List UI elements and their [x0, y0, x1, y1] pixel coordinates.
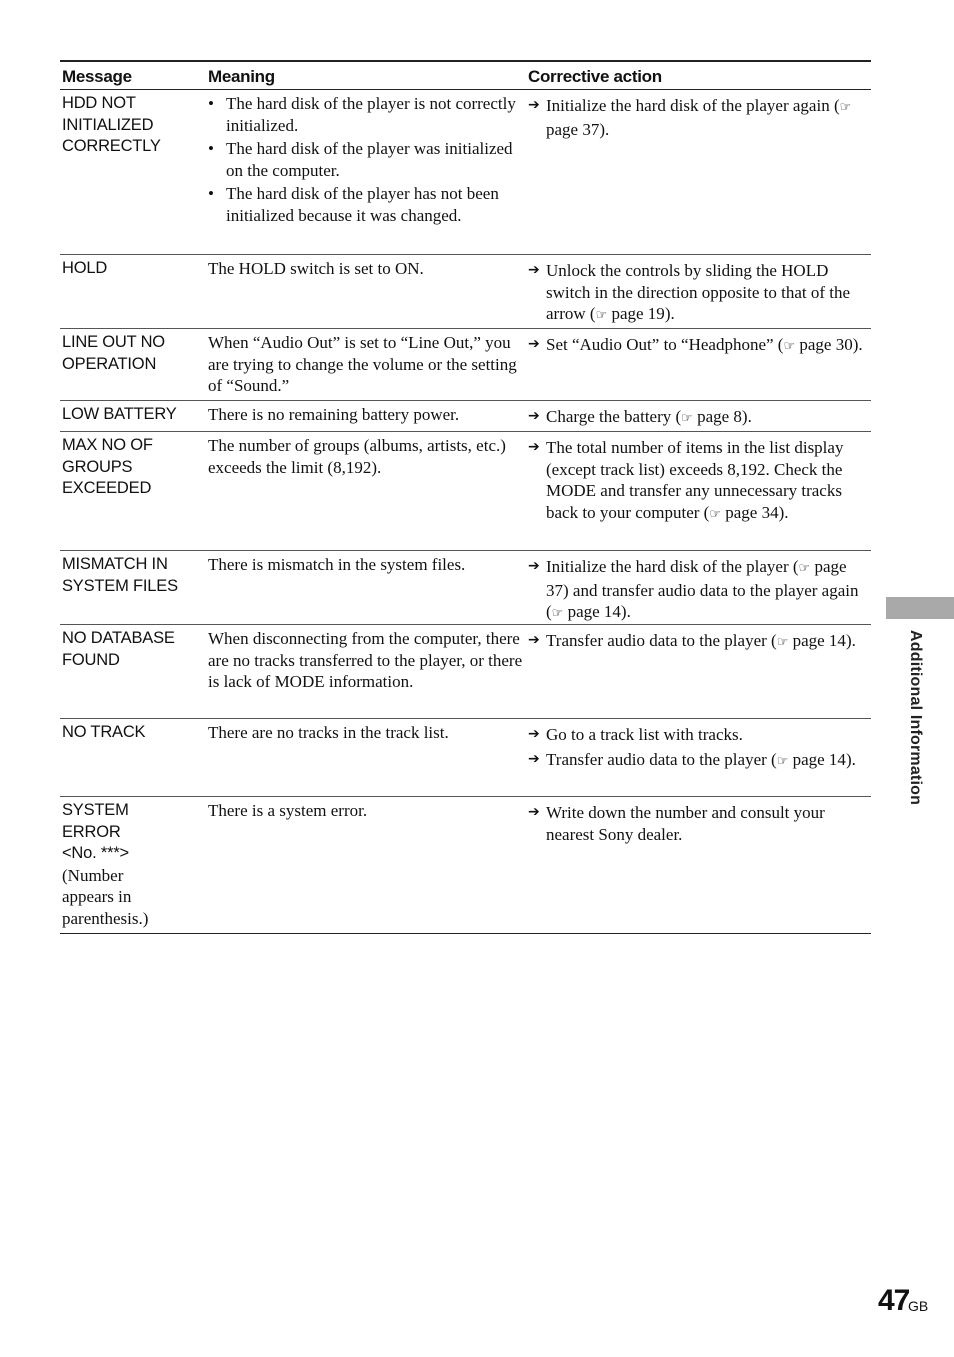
action-cell [528, 551, 871, 624]
meaning-text: There is a system error. [208, 801, 368, 820]
page-reference-icon: ☞ [681, 411, 693, 426]
page-reference: page 37 [546, 119, 600, 139]
arrow-icon: ➔ [528, 336, 540, 352]
table-row [60, 797, 871, 933]
meaning-list [208, 93, 524, 226]
page-reference: page 8 [697, 407, 742, 426]
meaning-text: There are no tracks in the track list. [208, 723, 449, 742]
message-cell [60, 90, 208, 254]
header-meaning: Meaning [208, 67, 275, 86]
action-text: Write down the number and consult your nearest Sony dealer. [546, 803, 825, 844]
action-text: Set “Audio Out” to “Headphone” ( [546, 335, 784, 354]
meaning-text: There is no remaining battery power. [208, 405, 460, 424]
page-reference-icon: ☞ [709, 506, 721, 522]
message-line: ERROR [62, 822, 121, 841]
meaning-cell [208, 255, 528, 328]
meaning-text: When disconnecting from the computer, there are no tracks transferred to the player, or there is lack of MODE information. [208, 629, 523, 691]
corrective-action [528, 724, 865, 746]
table-row [60, 255, 871, 329]
meaning-list-item: • The hard disk of the player was initialized on the computer. [208, 138, 524, 181]
meaning-cell [208, 797, 528, 933]
page-reference-icon: ☞ [783, 339, 796, 354]
arrow-icon: ➔ [528, 726, 540, 742]
action-cell [528, 255, 871, 328]
message-line: GROUPS [62, 457, 133, 476]
message-line: CORRECTLY [62, 137, 161, 155]
corrective-action [528, 95, 865, 140]
arrow-icon: ➔ [528, 804, 540, 820]
message-note-line: (Number [62, 865, 124, 885]
corrective-action [528, 802, 865, 845]
message-line: NO TRACK [62, 723, 146, 741]
action-text: ). [664, 304, 675, 323]
action-cell [528, 90, 871, 254]
message-note-line: appears in [62, 887, 132, 906]
action-text: Transfer audio data to the player ( [546, 631, 777, 650]
header-action: Corrective action [528, 67, 662, 86]
section-tab-label: Additional Information [907, 630, 924, 806]
action-cell [528, 797, 871, 933]
message-line: MAX NO OF [62, 436, 153, 454]
action-text: ). [620, 602, 631, 621]
table-row [60, 329, 871, 401]
action-text: ). [778, 502, 789, 522]
meaning-cell [208, 551, 528, 624]
arrow-icon: ➔ [528, 632, 540, 648]
corrective-action [528, 334, 865, 358]
table-header-row [60, 62, 871, 90]
message-line: SYSTEM [62, 801, 129, 819]
corrective-action [528, 630, 865, 654]
message-line: LINE OUT NO [62, 333, 165, 351]
meaning-cell [208, 329, 528, 400]
corrective-action [528, 406, 865, 430]
arrow-icon: ➔ [528, 408, 540, 424]
meaning-text: The HOLD switch is set to ON. [208, 259, 424, 278]
section-tab-marker [886, 597, 954, 619]
meaning-text: When “Audio Out” is set to “Line Out,” you are trying to change the volume or the setting of “Sound.” [208, 333, 517, 395]
page-reference: page 34 [725, 502, 779, 522]
page-reference: page 19 [611, 304, 665, 323]
action-text: ). [741, 407, 752, 426]
message-line: HDD NOT [62, 94, 136, 112]
message-cell [60, 797, 208, 933]
table-row [60, 625, 871, 719]
meaning-cell [208, 401, 528, 431]
corrective-action [528, 260, 865, 327]
arrow-icon: ➔ [528, 97, 540, 113]
action-text: The total number of items in the list display (except track list) exceeds 8,192. Check the MODE and transfer any unnecessary tracks back to your computer ( [546, 438, 844, 522]
meaning-cell [208, 90, 528, 254]
page-reference: page 30 [799, 335, 853, 354]
message-cell [60, 432, 208, 550]
message-line: HOLD [62, 259, 108, 277]
corrective-action [528, 556, 865, 625]
page-reference-icon: ☞ [798, 561, 811, 576]
message-cell [60, 625, 208, 718]
page-reference-icon: ☞ [551, 606, 564, 621]
meaning-cell [208, 432, 528, 550]
message-line: INITIALIZED [62, 115, 154, 134]
action-text: ). [845, 749, 856, 769]
action-text: ) and transfer audio data to the player again ( [546, 580, 859, 621]
page-reference: page 14 [792, 631, 846, 650]
corrective-action [528, 749, 865, 773]
action-text: Initialize the hard disk of the player again ( [546, 96, 840, 115]
message-line: FOUND [62, 650, 120, 669]
meaning-cell [208, 625, 528, 718]
message-cell [60, 401, 208, 431]
page-reference: page 14 [792, 749, 846, 769]
message-cell [60, 551, 208, 624]
action-text: Transfer audio data to the player ( [546, 749, 777, 769]
arrow-icon: ➔ [528, 750, 540, 767]
arrow-icon: ➔ [528, 558, 540, 574]
arrow-icon: ➔ [528, 439, 540, 455]
message-line: EXCEEDED [62, 479, 152, 497]
meaning-text: The number of groups (albums, artists, etc.) exceeds the limit (8,192). [208, 436, 506, 477]
action-cell [528, 719, 871, 796]
page-reference-icon: ☞ [776, 753, 789, 769]
page-reference: page 14 [567, 602, 621, 621]
action-text: ). [599, 119, 610, 139]
message-line: MISMATCH IN [62, 555, 168, 573]
table-row [60, 432, 871, 551]
table-body [60, 90, 871, 933]
action-text: Initialize the hard disk of the player ( [546, 557, 799, 576]
page-suffix: GB [908, 1298, 929, 1314]
table-row [60, 551, 871, 625]
table-row [60, 90, 871, 255]
message-cell [60, 719, 208, 796]
action-text: ). [852, 335, 863, 354]
action-text: ). [845, 631, 856, 650]
meaning-list-item: • The hard disk of the player is not correctly initialized. [208, 93, 524, 136]
message-line: <No. ***> [62, 844, 129, 862]
corrective-action [528, 437, 865, 525]
action-cell [528, 401, 871, 431]
action-text: Unlock the controls by sliding the HOLD switch in the direction opposite to that of the arrow ( [546, 261, 851, 323]
message-cell [60, 329, 208, 400]
table-row [60, 401, 871, 432]
message-line: SYSTEM FILES [62, 576, 178, 595]
page-reference-icon: ☞ [776, 635, 789, 650]
action-text: Charge the battery ( [546, 407, 682, 426]
meaning-text: There is mismatch in the system files. [208, 555, 466, 574]
header-message: Message [62, 67, 132, 86]
action-text: Go to a track list with tracks. [546, 725, 743, 744]
message-note-line: parenthesis.) [62, 908, 149, 928]
meaning-cell [208, 719, 528, 796]
action-cell [528, 432, 871, 550]
page-number: 47 [878, 1284, 910, 1317]
table-row [60, 719, 871, 797]
action-cell [528, 329, 871, 400]
page-reference-icon: ☞ [595, 308, 608, 323]
meaning-list-item: • The hard disk of the player has not been initialized because it was changed. [208, 183, 524, 226]
troubleshooting-table [60, 60, 871, 934]
message-cell [60, 255, 208, 328]
message-line: NO DATABASE [62, 629, 175, 647]
page-reference-icon: ☞ [839, 100, 852, 115]
action-cell [528, 625, 871, 718]
message-line: OPERATION [62, 354, 157, 373]
message-line: LOW BATTERY [62, 405, 177, 423]
arrow-icon: ➔ [528, 262, 540, 278]
page-reference: page 37 [546, 557, 847, 600]
